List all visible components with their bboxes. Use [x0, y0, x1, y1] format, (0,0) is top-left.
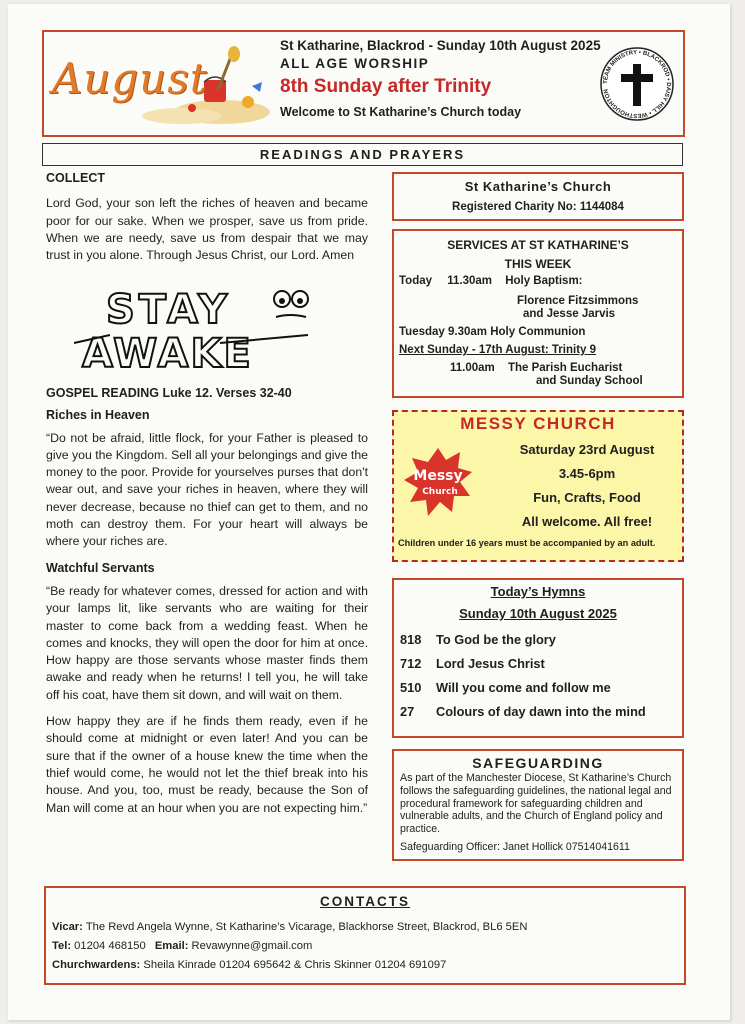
svg-text:Church: Church: [422, 487, 458, 497]
header-service-type: ALL AGE WORSHIP: [280, 56, 430, 71]
messy-date: Saturday 23rd August: [519, 442, 655, 457]
team-ministry-seal-icon: [599, 46, 675, 122]
service-next-sunday: Next Sunday - 17th August: Trinity 9: [399, 344, 597, 356]
charity-box: [392, 172, 684, 221]
hymn-row: 27 Colours of day dawn into the mind: [400, 704, 646, 719]
readings-column: [46, 170, 368, 264]
gospel-heading: GOSPEL READING Luke 12. Verses 32-40: [46, 386, 292, 400]
header-church-date: St Katharine, Blackrod - Sunday 10th August 2025: [280, 38, 601, 53]
hymns-date: Sunday 10th August 2025: [459, 606, 617, 621]
service-today-names: Florence Fitzsimmons: [517, 295, 639, 307]
hymn-row: 712 Lord Jesus Christ: [400, 656, 545, 671]
stay-awake-graphic: [70, 283, 310, 375]
contacts-title: CONTACTS: [320, 894, 410, 909]
contact-phone-email: Tel: 01204 468150 Email: Revawynne@gmail.com: [52, 940, 313, 952]
riches-text: “Do not be afraid, little flock, for your Father is pleased to give you the Kingdom. Sell all your belongings and give the money to the poor. Provide for yourselves purses that don't wear out, and save your riches in heaven, where they will never decrease, because no thief can get to them, and no moth can destroy them. For your heart will always be where your riches are.: [46, 430, 368, 549]
charity-name: St Katharine’s Church: [464, 179, 612, 194]
watchful-heading: Watchful Servants: [46, 560, 155, 575]
contact-churchwardens: Churchwardens: Sheila Kinrade 01204 695642 & Chris Skinner 01204 691097: [52, 959, 447, 971]
svg-text:Messy: Messy: [413, 468, 463, 484]
service-next-detail: 11.00am The Parish Eucharist: [450, 362, 623, 374]
svg-text:TEAM MINISTRY • BLACKROD • DAI: TEAM MINISTRY • BLACKROD • DAISY HILL • WESTHOUGHTON: [602, 49, 672, 119]
watchful-text-2: How happy they are if he finds them ready, even if he should come at midnight or even later! And you can be sure that if the owner of a house knew the time when the thief would come, he would not let the thief break into his house. And you, too, must be ready, because the Son of Man will come at an hour when you are not expecting him.”: [46, 714, 368, 815]
messy-church-logo: [400, 442, 476, 522]
messy-welcome: All welcome. All free!: [521, 514, 653, 529]
collect-text: Lord God, your son left the riches of heaven and became poor for our sake. When we prosper, save us from pride. When we are needy, save us from despair that we may trust in you alone. Through Jesus Christ, our Lord. Amen: [46, 196, 368, 263]
messy-activities: Fun, Crafts, Food: [533, 490, 641, 505]
hymns-heading: Today’s Hymns: [490, 584, 586, 599]
safeguarding-text: As part of the Manchester Diocese, St Katharine’s Church follows the safeguarding guidelines, the national legal and procedural framework for safeguarding children and vulnerable adults, and the Church of England policy and practice.: [400, 772, 672, 836]
service-tuesday: Tuesday 9.30am Holy Communion: [399, 326, 586, 338]
services-box: [392, 229, 684, 398]
messy-note: Children under 16 years must be accompanied by an adult.: [398, 538, 656, 548]
header-welcome: Welcome to St Katharine’s Church today: [280, 105, 522, 119]
readings-section-title: READINGS AND PRAYERS: [42, 143, 683, 166]
safeguarding-title: SAFEGUARDING: [472, 755, 604, 771]
collect-heading: COLLECT: [46, 171, 106, 185]
services-subheading: THIS WEEK: [504, 257, 572, 271]
safeguarding-officer: Safeguarding Officer: Janet Hollick 07514041611: [400, 840, 630, 853]
hymns-box: [392, 578, 684, 738]
messy-church-box: [392, 410, 684, 562]
svg-text:AWAKE: AWAKE: [82, 331, 253, 375]
service-today: Today 11.30am Holy Baptism:: [399, 275, 583, 287]
contact-vicar: Vicar: The Revd Angela Wynne, St Katharine’s Vicarage, Blackhorse Street, Blackrod, BL6 5EN: [52, 921, 528, 933]
service-next-detail-2: and Sunday School: [536, 375, 643, 387]
hymn-row: 510 Will you come and follow me: [400, 680, 611, 695]
messy-time: 3.45-6pm: [558, 466, 616, 481]
watchful-text: “Be ready for whatever comes, dressed for action and with your lamps lit, like servants who are waiting for their master to come back from a wedding feast. When he comes and knocks, they will open the door for him at once. How happy are those servants whose master finds them awake and ready when he returns! I tell you, he will take off his coat, have them sit down, and will wait on them.: [46, 583, 368, 702]
august-banner: [52, 46, 272, 126]
services-heading: SERVICES AT ST KATHARINE’S: [447, 238, 629, 252]
service-today-names-2: and Jesse Jarvis: [523, 308, 616, 320]
august-title: August: [52, 54, 208, 103]
svg-text:STAY: STAY: [106, 287, 232, 333]
hymn-row: 818 To God be the glory: [400, 632, 556, 647]
header-box: [42, 30, 685, 137]
messy-church-title: MESSY CHURCH: [460, 414, 616, 433]
contacts-box: [44, 886, 686, 985]
email-link[interactable]: Revawynne@gmail.com: [191, 940, 313, 952]
charity-number: Registered Charity No: 1144084: [452, 201, 624, 213]
header-sunday-title: 8th Sunday after Trinity: [280, 76, 492, 97]
safeguarding-box: [392, 749, 684, 861]
gospel-column: [46, 385, 368, 817]
riches-heading: Riches in Heaven: [46, 408, 150, 423]
